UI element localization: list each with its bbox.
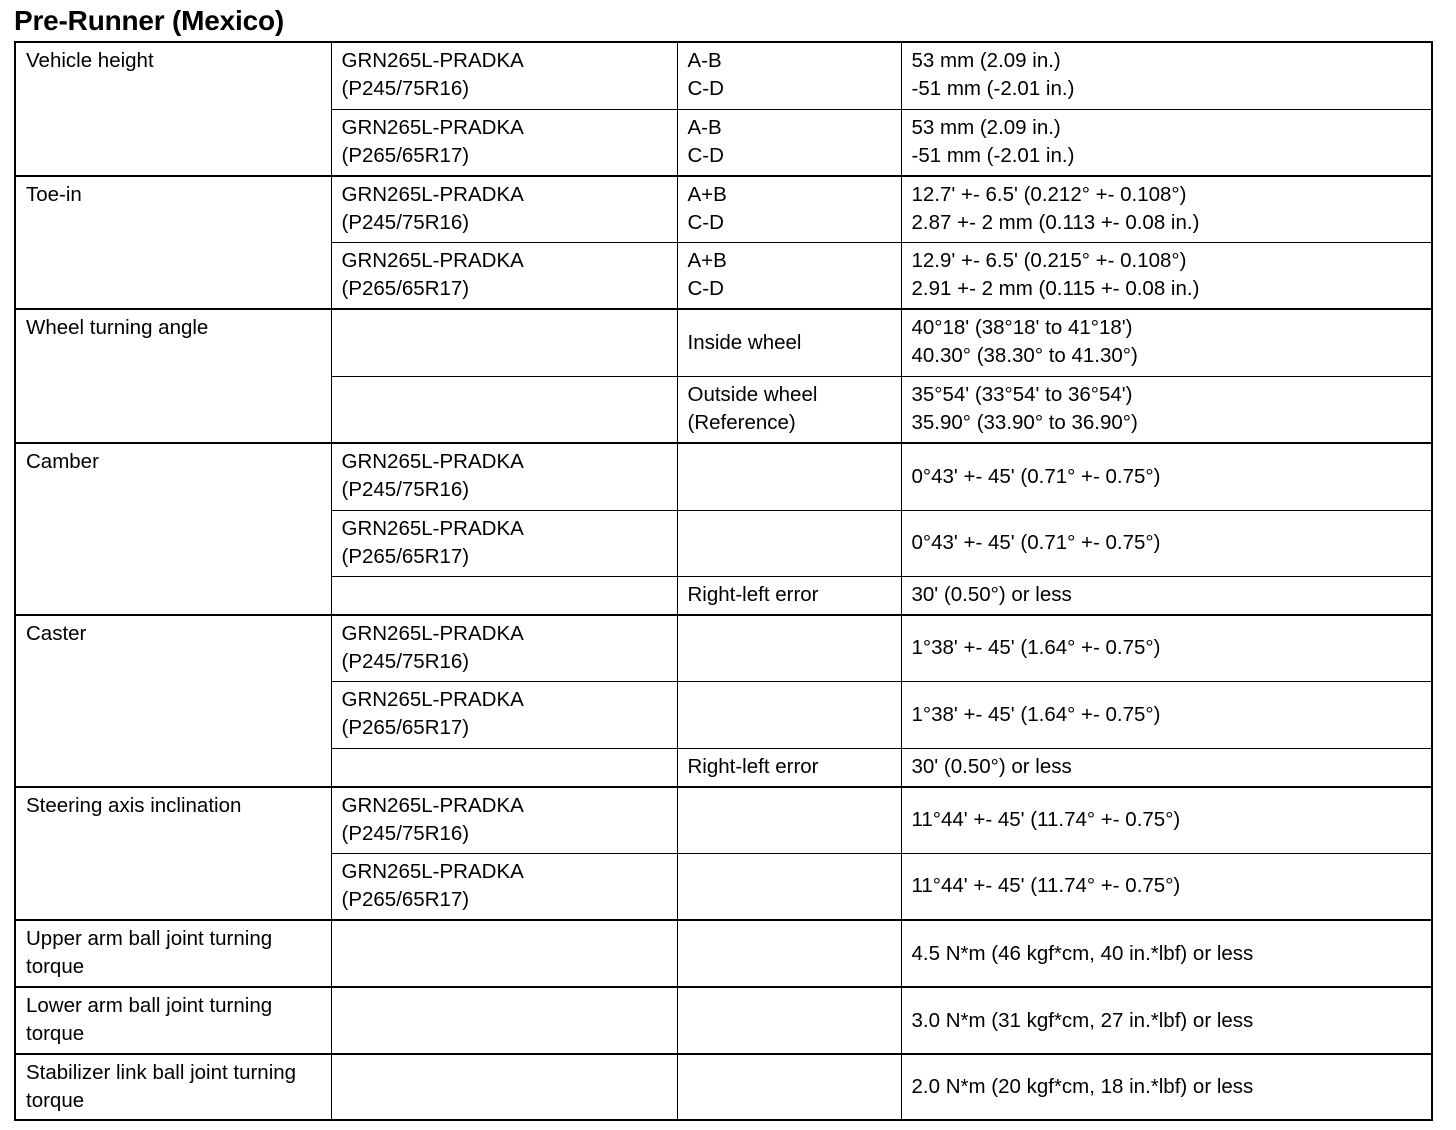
value-cell: 40°18' (38°18' to 41°18') 40.30° (38.30° to 41.30°) [901, 309, 1432, 376]
spec-label-vehicle-height: Vehicle height [15, 42, 331, 176]
spec-label-stabilizer-link-ball-joint: Stabilizer link ball joint turning torque [15, 1054, 331, 1120]
value-cell: 12.9' +- 6.5' (0.215° +- 0.108°) 2.91 +- 2 mm (0.115 +- 0.08 in.) [901, 242, 1432, 309]
table-row [15, 615, 1432, 681]
spec-label-lower-arm-ball-joint: Lower arm ball joint turning torque [15, 987, 331, 1054]
item-cell: Inside wheel [677, 309, 901, 376]
item-cell [677, 853, 901, 920]
value-cell: 0°43' +- 45' (0.71° +- 0.75°) [901, 443, 1432, 510]
model-cell: GRN265L-PRADKA (P265/65R17) [331, 510, 677, 576]
model-cell: GRN265L-PRADKA (P265/65R17) [331, 681, 677, 748]
item-cell: A+B C-D [677, 176, 901, 242]
item-cell: Right-left error [677, 576, 901, 615]
model-cell: GRN265L-PRADKA (P245/75R16) [331, 176, 677, 242]
table-row [15, 920, 1432, 987]
table-row [15, 443, 1432, 510]
model-cell: GRN265L-PRADKA (P265/65R17) [331, 853, 677, 920]
table-row [15, 987, 1432, 1054]
spec-label-toe-in: Toe-in [15, 176, 331, 309]
item-cell [677, 443, 901, 510]
item-cell [677, 681, 901, 748]
value-cell: 1°38' +- 45' (1.64° +- 0.75°) [901, 615, 1432, 681]
table-row [15, 787, 1432, 853]
table-row [15, 309, 1432, 376]
table-row [15, 1054, 1432, 1120]
value-cell: 2.0 N*m (20 kgf*cm, 18 in.*lbf) or less [901, 1054, 1432, 1120]
table-row [15, 42, 1432, 109]
item-cell: A-B C-D [677, 42, 901, 109]
spec-label-wheel-turning-angle: Wheel turning angle [15, 309, 331, 443]
value-cell: 12.7' +- 6.5' (0.212° +- 0.108°) 2.87 +- 2 mm (0.113 +- 0.08 in.) [901, 176, 1432, 242]
item-cell: Right-left error [677, 748, 901, 787]
model-cell: GRN265L-PRADKA (P245/75R16) [331, 615, 677, 681]
spec-table [14, 41, 1433, 1121]
value-cell: 35°54' (33°54' to 36°54') 35.90° (33.90° to 36.90°) [901, 376, 1432, 443]
item-cell [677, 787, 901, 853]
value-cell: 3.0 N*m (31 kgf*cm, 27 in.*lbf) or less [901, 987, 1432, 1054]
value-cell: 1°38' +- 45' (1.64° +- 0.75°) [901, 681, 1432, 748]
model-cell [331, 920, 677, 987]
item-cell [677, 615, 901, 681]
model-cell [331, 376, 677, 443]
table-row [15, 176, 1432, 242]
value-cell: 30' (0.50°) or less [901, 748, 1432, 787]
model-cell [331, 309, 677, 376]
model-cell [331, 1054, 677, 1120]
model-cell: GRN265L-PRADKA (P245/75R16) [331, 443, 677, 510]
model-cell [331, 748, 677, 787]
item-cell: Outside wheel (Reference) [677, 376, 901, 443]
value-cell: 11°44' +- 45' (11.74° +- 0.75°) [901, 853, 1432, 920]
item-cell [677, 987, 901, 1054]
value-cell: 53 mm (2.09 in.) -51 mm (-2.01 in.) [901, 42, 1432, 109]
item-cell [677, 1054, 901, 1120]
spec-label-steering-axis-inclination: Steering axis inclination [15, 787, 331, 920]
model-cell: GRN265L-PRADKA (P245/75R16) [331, 787, 677, 853]
model-cell: GRN265L-PRADKA (P245/75R16) [331, 42, 677, 109]
item-cell [677, 510, 901, 576]
model-cell [331, 987, 677, 1054]
value-cell: 4.5 N*m (46 kgf*cm, 40 in.*lbf) or less [901, 920, 1432, 987]
item-cell: A+B C-D [677, 242, 901, 309]
value-cell: 11°44' +- 45' (11.74° +- 0.75°) [901, 787, 1432, 853]
spec-label-caster: Caster [15, 615, 331, 787]
item-cell [677, 920, 901, 987]
item-cell: A-B C-D [677, 109, 901, 176]
value-cell: 30' (0.50°) or less [901, 576, 1432, 615]
spec-label-upper-arm-ball-joint: Upper arm ball joint turning torque [15, 920, 331, 987]
model-cell: GRN265L-PRADKA (P265/65R17) [331, 242, 677, 309]
spec-label-camber: Camber [15, 443, 331, 615]
page-title: Pre-Runner (Mexico) [14, 5, 285, 36]
value-cell: 0°43' +- 45' (0.71° +- 0.75°) [901, 510, 1432, 576]
model-cell: GRN265L-PRADKA (P265/65R17) [331, 109, 677, 176]
value-cell: 53 mm (2.09 in.) -51 mm (-2.01 in.) [901, 109, 1432, 176]
model-cell [331, 576, 677, 615]
